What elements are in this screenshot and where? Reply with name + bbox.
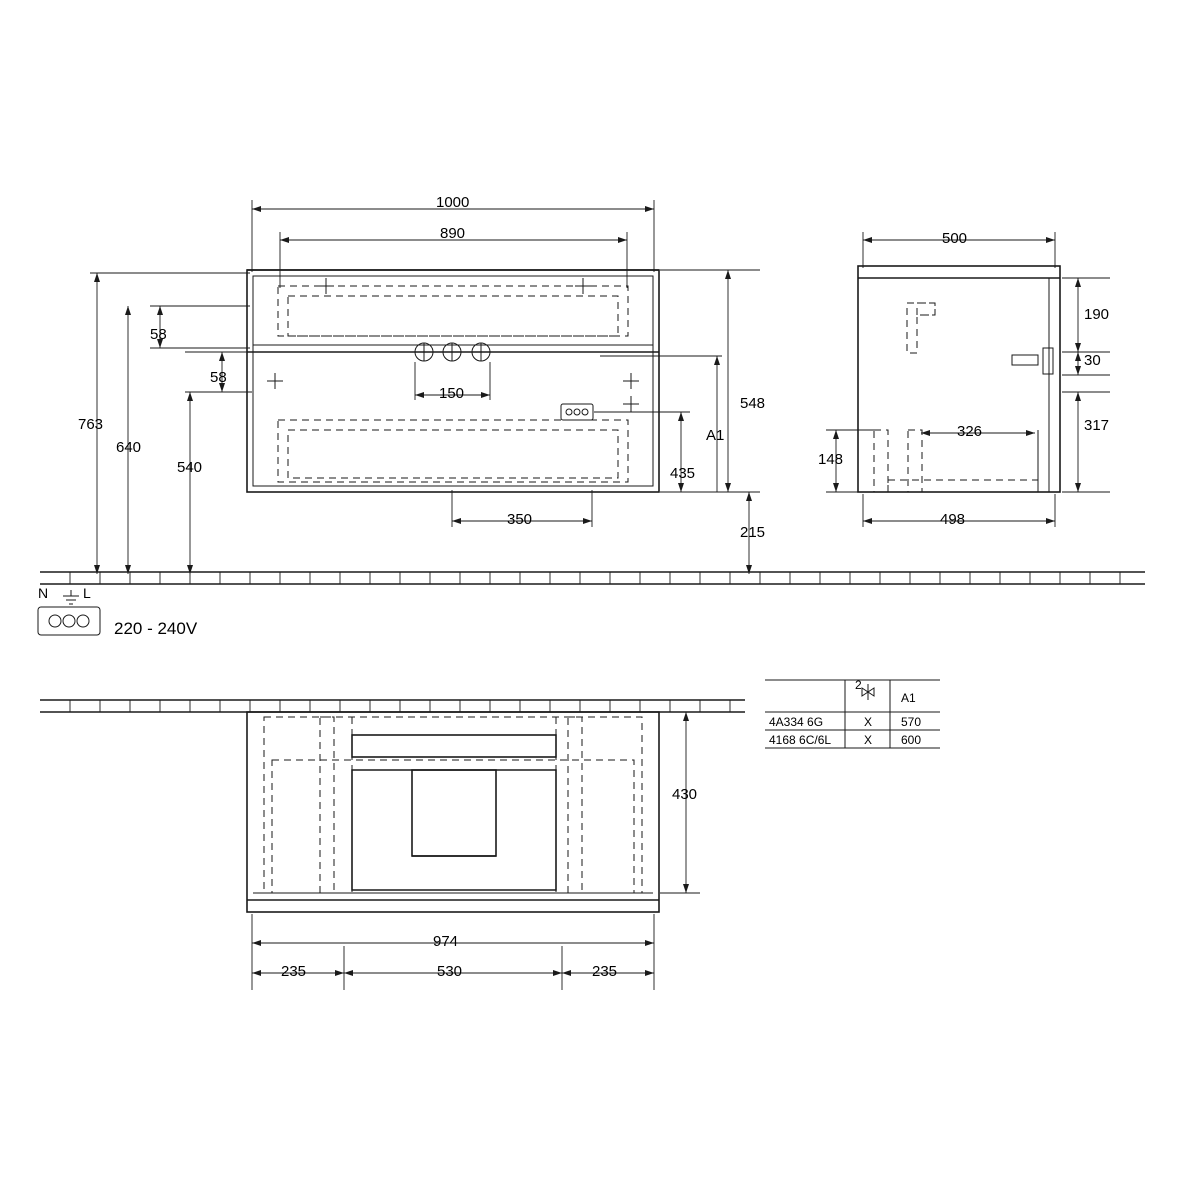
dim-plan-left-235: 235 bbox=[281, 963, 307, 980]
table-row-a1-1: 570 bbox=[901, 715, 922, 729]
table-row-mark-2: X bbox=[864, 733, 873, 747]
marker-a1-front: A1 bbox=[706, 427, 725, 444]
dim-height-640: 640 bbox=[116, 439, 142, 456]
dim-unit-height-548: 548 bbox=[740, 395, 766, 412]
dim-offset-top: 58 bbox=[150, 326, 167, 343]
dim-height-148: 148 bbox=[818, 451, 844, 468]
dim-drawer-width-350: 350 bbox=[507, 511, 533, 528]
dim-width-inner: 890 bbox=[440, 225, 466, 242]
dim-height-215: 215 bbox=[740, 524, 766, 541]
dim-height-540: 540 bbox=[177, 459, 203, 476]
dim-offset-second: 58 bbox=[210, 369, 227, 386]
dim-plan-width-974: 974 bbox=[433, 933, 459, 950]
table-row-model-1: 4A334 6G bbox=[769, 715, 824, 729]
dim-height-435: 435 bbox=[670, 465, 696, 482]
dim-height-30: 30 bbox=[1084, 352, 1101, 369]
dim-depth-326: 326 bbox=[957, 423, 983, 440]
dim-depth-500: 500 bbox=[942, 230, 968, 247]
dim-height-763: 763 bbox=[78, 416, 104, 433]
dim-width-outer: 1000 bbox=[436, 194, 470, 211]
dim-height-317: 317 bbox=[1084, 417, 1110, 434]
terminal-l-label: L bbox=[83, 585, 91, 601]
table-header-a1: A1 bbox=[901, 691, 916, 705]
table-row-model-2: 4168 6C/6L bbox=[769, 733, 832, 747]
dim-depth-498: 498 bbox=[940, 511, 966, 528]
table-header-2: 2 bbox=[855, 678, 862, 692]
voltage-label: 220 - 240V bbox=[114, 619, 198, 638]
dim-height-190: 190 bbox=[1084, 306, 1110, 323]
dim-plan-depth-430: 430 bbox=[672, 786, 698, 803]
table-row-mark-1: X bbox=[864, 715, 873, 729]
terminal-n-label: N bbox=[38, 585, 49, 601]
dim-socket-offset: 150 bbox=[439, 385, 465, 402]
dim-plan-right-235: 235 bbox=[592, 963, 618, 980]
dim-plan-center-530: 530 bbox=[437, 963, 463, 980]
table-row-a1-2: 600 bbox=[901, 733, 922, 747]
